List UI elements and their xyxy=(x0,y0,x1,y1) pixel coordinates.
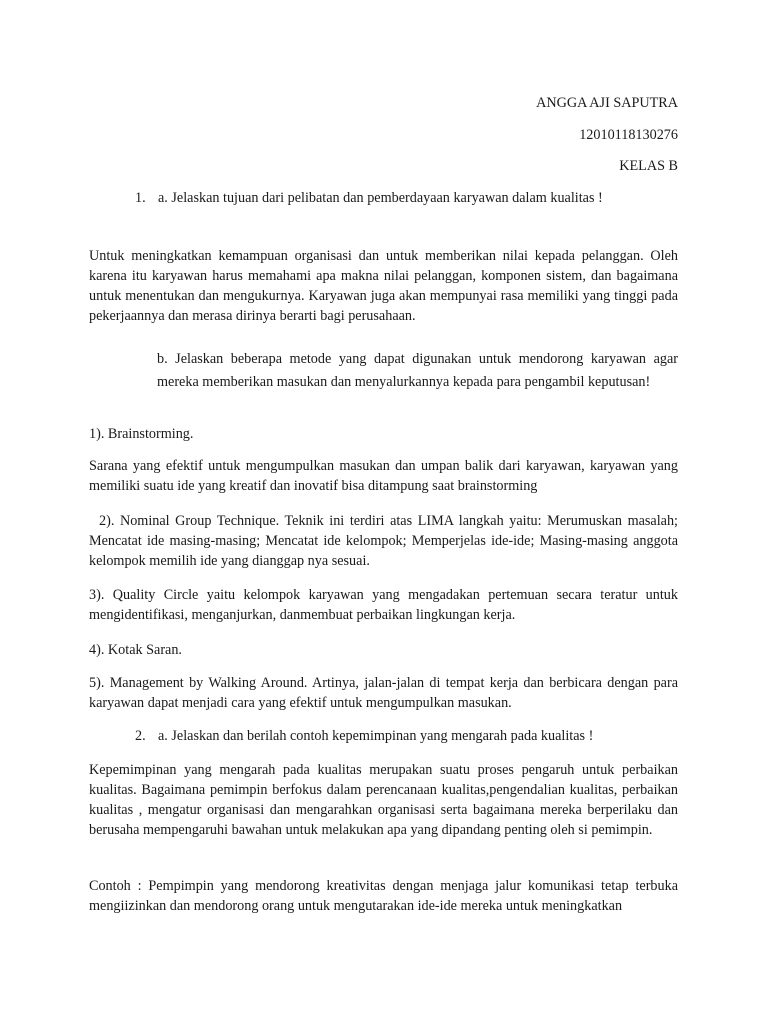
student-name: ANGGA AJI SAPUTRA xyxy=(536,95,678,111)
method-item-3: 3). Quality Circle yaitu kelompok karyawan yang mengadakan pertemuan secara teratur untuk mengidentifikasi, menganjurkan, danmembuat perbaikan lingkungan kerja. xyxy=(89,587,678,623)
answer-2a: Kepemimpinan yang mengarah pada kualitas merupakan suatu proses pengaruh untuk perbaikan kualitas. Bagaimana pemimpin berfokus dalam perencanaan kualitas,pengendalian kualitas, perbaikan kualitas , mengatur organisasi dan mengarahkan organisasi serta bagaimana mereka berperilaku dan berusaha mempengaruhi bawahan untuk melakukan apa yang dipandang penting oleh si pemimpin. xyxy=(89,762,678,838)
question-1b: b. Jelaskan beberapa metode yang dapat digunakan untuk mendorong karyawan agar mereka memberikan masukan dan menyalurkannya kepada para pengambil keputusan! xyxy=(157,351,678,390)
method-item-1-title: 1). Brainstorming. xyxy=(89,426,194,442)
answer-1a: Untuk meningkatkan kemampuan organisasi dan untuk memberikan nilai kepada pelanggan. Oleh karena itu karyawan harus memahami apa makna nilai pelanggan, komponen sistem, dan bagaimana untuk menentukan dan mengukurnya. Karyawan juga akan mempunyai rasa memiliki yang tinggi pada pekerjaannya dan merasa dirinya berarti bagi perusahaan. xyxy=(89,248,678,324)
example-2a: Contoh : Pempimpin yang mendorong kreativitas dengan menjaga jalur komunikasi tetap terbuka mengiizinkan dan mendorong orang untuk mengutarakan ide-ide mereka untuk meningkatkan xyxy=(89,878,678,914)
student-class: KELAS B xyxy=(619,158,678,174)
question-text: a. Jelaskan dan berilah contoh kepemimpinan yang mengarah pada kualitas ! xyxy=(158,728,594,744)
method-item-1-desc: Sarana yang efektif untuk mengumpulkan masukan dan umpan balik dari karyawan, karyawan yang memiliki suatu ide yang kreatif dan inovatif bisa ditampung saat brainstorming xyxy=(89,458,678,494)
method-item-2: 2). Nominal Group Technique. Teknik ini terdiri atas LIMA langkah yaitu: Merumuskan masalah; Mencatat ide masing-masing; Mencatat ide kelompok; Memperjelas ide-ide; Masing-masing anggota kelompok memilih ide yang dianggap nya sesuai. xyxy=(89,513,678,569)
question-number: 1. xyxy=(135,190,146,206)
method-item-5: 5). Management by Walking Around. Artinya, jalan-jalan di tempat kerja dan berbicara dengan para karyawan dapat menjadi cara yang efektif untuk mengumpulkan masukan. xyxy=(89,675,678,711)
question-number: 2. xyxy=(135,728,146,744)
question-text: a. Jelaskan tujuan dari pelibatan dan pemberdayaan karyawan dalam kualitas ! xyxy=(158,190,603,206)
method-item-4: 4). Kotak Saran. xyxy=(89,642,182,658)
student-id: 12010118130276 xyxy=(579,127,678,143)
